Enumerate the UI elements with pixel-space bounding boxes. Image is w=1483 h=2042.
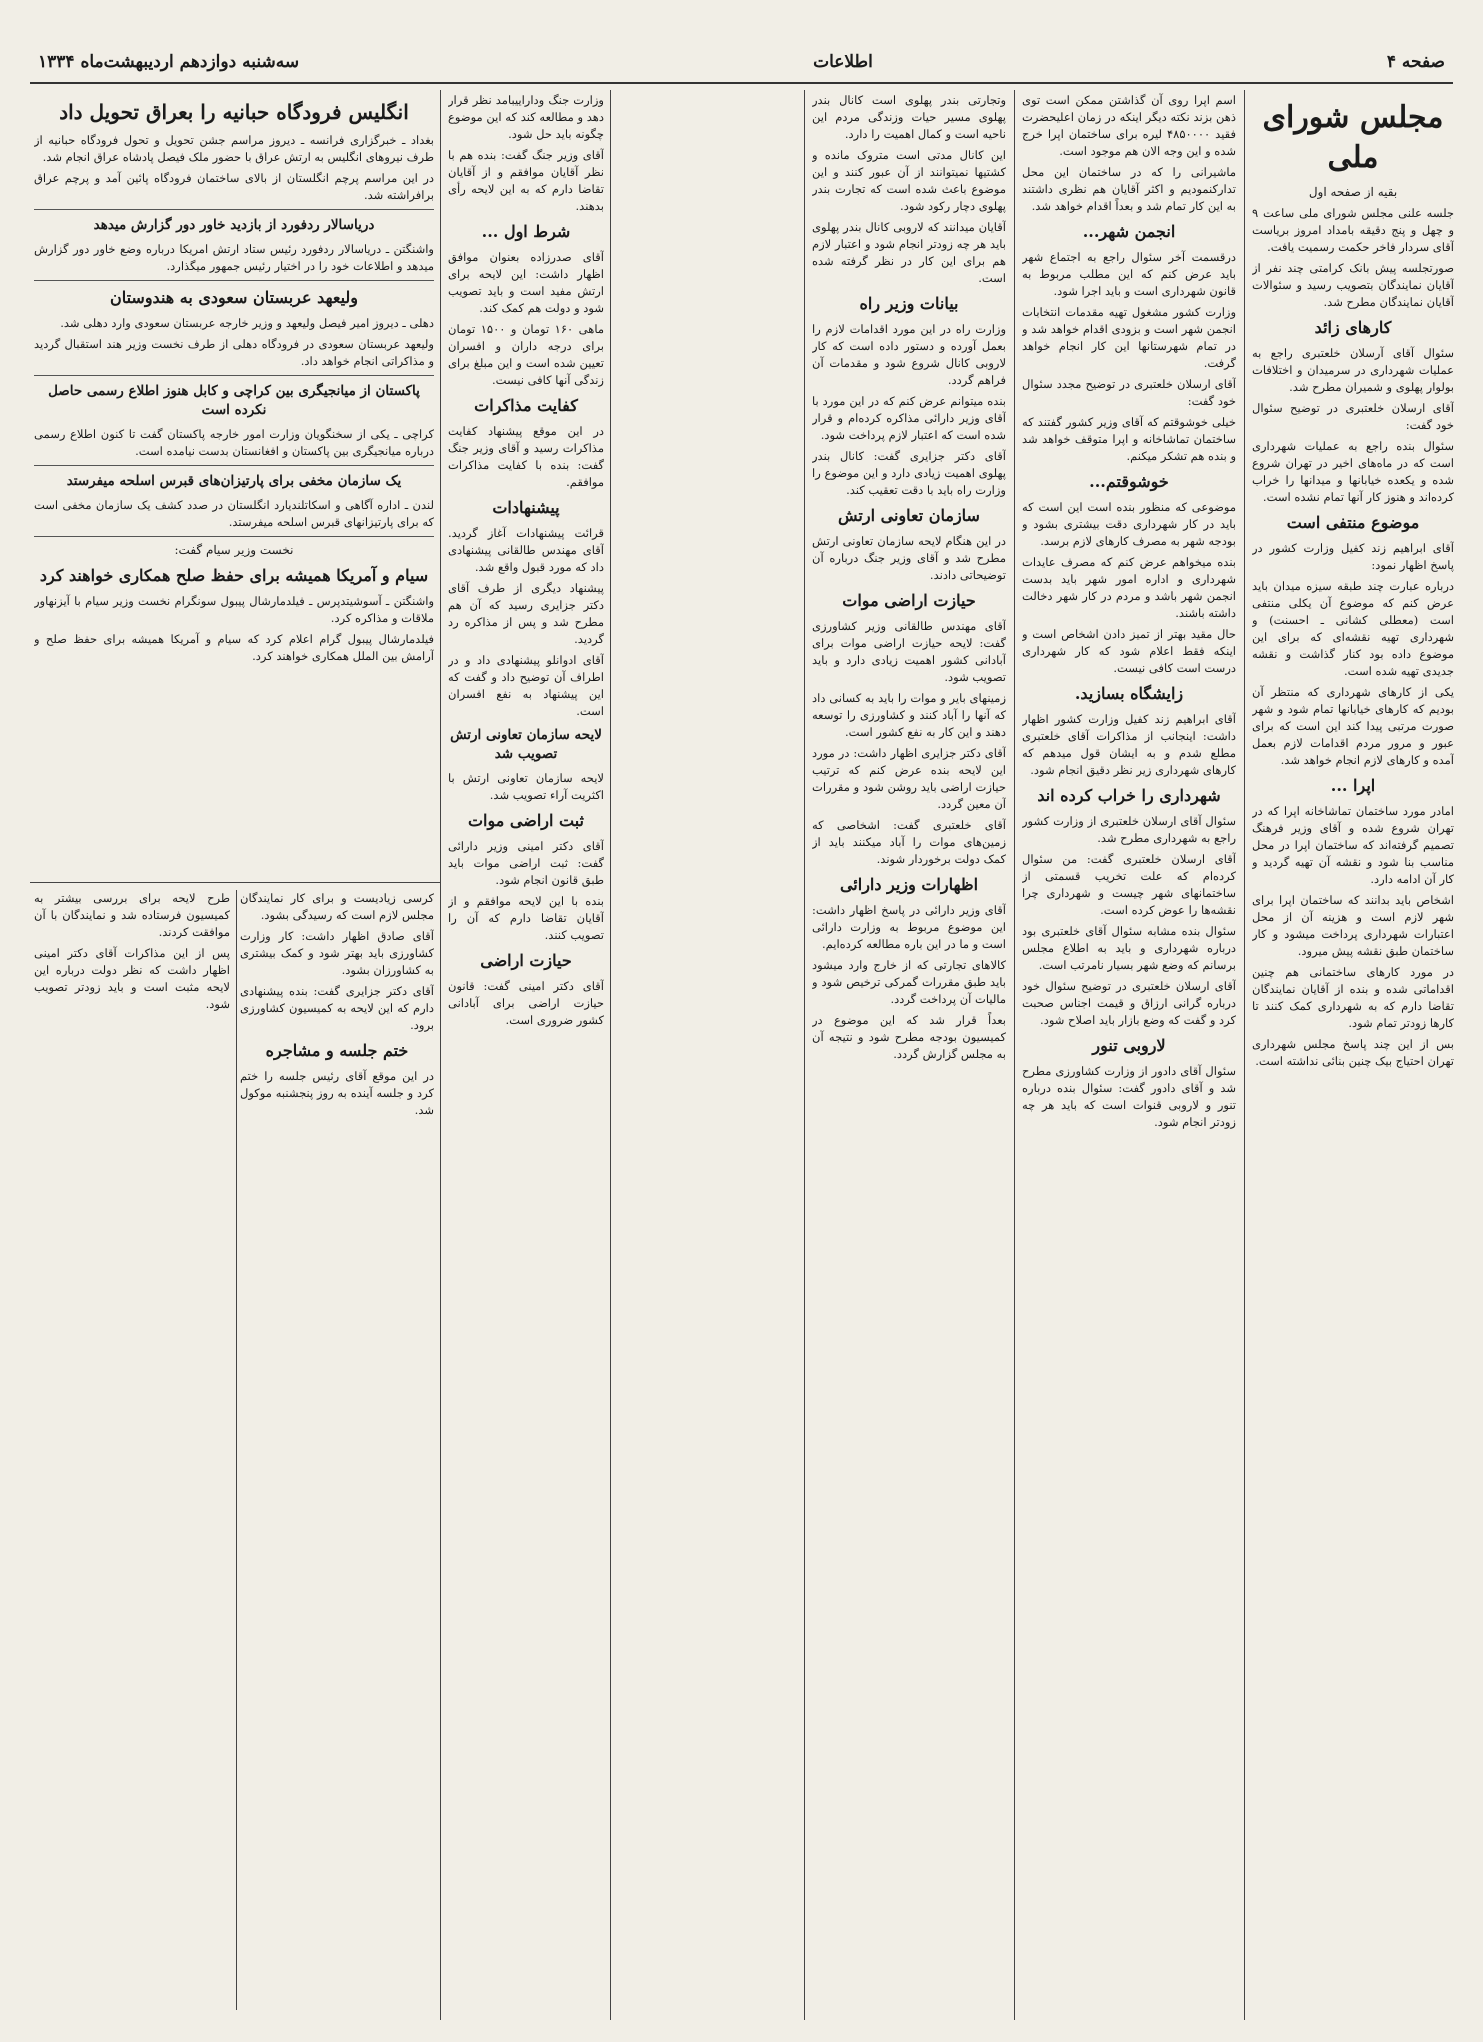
headline-majlis: مجلس شورای ملی bbox=[1262, 100, 1444, 175]
paragraph: امادر مورد ساختمان تماشاخانه اپرا که در تهران شروع شده و آقای وزیر فرهنگ تصمیم گرفته‌اند که ساختمان اپرا در محل مناسب بنا شود و نقشه آن تهیه گردید و کار آن ادامه دارد. bbox=[1252, 804, 1454, 886]
column-foreign-news bbox=[34, 92, 434, 876]
paragraph: بنده با این لایحه موافقم و از آقایان تقاضا دارم که آن را تصویب کنند. bbox=[448, 894, 604, 942]
paragraph: سئوال آقای آرسلان خلعتبری راجع به عملیات شهرداری در سرمیدان و اختلافات بولوار پهلوی و شمیران مطرح شد. bbox=[1252, 346, 1454, 394]
paragraph: طرح لایحه برای بررسی بیشتر به کمیسیون فرستاده شد و نمایندگان با آن موافقت کردند. bbox=[34, 891, 230, 939]
paragraph: سئوال آقای دادور از وزارت کشاورزی مطرح شد و آقای دادور گفت: سئوال بنده درباره تنور و لاروبی قنوات است که باید هر چه زودتر انجام شود. bbox=[1022, 1064, 1236, 1129]
paragraph: آقای دکتر جزایری اظهار داشت: در مورد این لایحه بنده عرض کنم که ترتیب حیازت اراضی باید روشن شود و مقررات آن معین گردد. bbox=[812, 746, 1006, 811]
paragraph: سئوال بنده راجع به عملیات شهرداری است که در ماه‌های اخیر در تهران شروع شده و یکعده خیابانها و میدانها را خراب کرده‌اند و هنوز کار آنها تمام نشده است. bbox=[1252, 439, 1454, 504]
column-bottom-left-a bbox=[240, 890, 434, 2010]
subhead-hiazat-2: حیازت اراضی bbox=[480, 951, 572, 970]
paragraph: صورتجلسه پیش بانک کرامتی چند نفر از آقایان نمایندگان بتصویب رسید و سئوالات آقایان نمایندگان مطرح شد. bbox=[1252, 261, 1454, 309]
subhead-mowzu: موضوع منتفی است bbox=[1286, 513, 1420, 532]
paragraph: آقای ابراهیم زند کفیل وزارت کشور اظهار داشت: اینجانب از مذاکرات آقای خلعتبری مطلع شدم و به ایشان قول میدهم که کارهای شهرداری زیر نظر دقیق انجام شود. bbox=[1022, 712, 1236, 777]
paragraph: آقای ارسلان خلعتبری در توضیح سئوال خود درباره گرانی ارزاق و قیمت اجناس صحبت کرد و گفت که وضع بازار باید اصلاح شود. bbox=[1022, 979, 1236, 1027]
paragraph: خیلی خوشوقتم که آقای وزیر کشور گفتند که ساختمان تماشاخانه و اپرا متوقف خواهد شد و بنده هم تشکر میکنم. bbox=[1022, 415, 1236, 463]
paragraph: درقسمت آخر سئوال راجع به اجتماع شهر باید عرض کنم که این مطلب مربوط به قانون شهرداری است و باید اجرا شود. bbox=[1022, 250, 1236, 298]
column-2 bbox=[1022, 92, 1236, 2012]
paragraph: آقای ارسلان خلعتبری در توضیح مجدد سئوال خود گفت: bbox=[1022, 377, 1236, 408]
paragraph: ماشیرانی را که در ساختمان این محل تدارکنمودیم و اکثر آقایان هم نظری داشتند به این کار تمام شد و بعداً اقدام خواهد شد. bbox=[1022, 165, 1236, 213]
paragraph: آقای وزیر دارائی در پاسخ اظهار داشت: این موضوع مربوط به وزارت دارائی است و ما در این باره مطالعه کرده‌ایم. bbox=[812, 903, 1006, 951]
headline-ingilis: انگلیس فرودگاه حبانیه را بعراق تحویل داد bbox=[59, 100, 409, 124]
paragraph: واشنگتن ـ دریاسالار ردفورد رئیس ستاد ارتش امریکا درباره وضع خاور دور گزارش میدهد و اطلاعات خود را در اختیار رئیس جمهور میگذارد. bbox=[34, 242, 434, 273]
paragraph: بنده میخواهم عرض کنم که مصرف عایدات شهرداری و اداره امور شهر باید بدست انجمن شهر باشد و مردم در کار شهر دخالت داشته باشند. bbox=[1022, 555, 1236, 620]
separator bbox=[34, 465, 434, 466]
paragraph: آقایان میدانند که لاروبی کانال بندر پهلوی باید هر چه زودتر انجام شود و اعتبار لازم هم برای این کار در نظر گرفته شده است. bbox=[812, 220, 1006, 285]
paragraph: قرائت پیشنهادات آغاز گردید. آقای مهندس طالقانی پیشنهادی داد که مورد قبول واقع شد. bbox=[448, 526, 604, 574]
subhead-pishnahadat: پیشنهادات bbox=[492, 498, 560, 517]
paragraph: آقای دکتر جزایری گفت: کانال بندر پهلوی اهمیت زیادی دارد و این موضوع را وزارت راه باید با دقت تعقیب کند. bbox=[812, 449, 1006, 497]
subhead-khoshvaqtam: خوشوقتم... bbox=[1089, 472, 1169, 491]
column-bottom-left-b bbox=[34, 890, 230, 2010]
headline-daryasalar: دریاسالار ردفورد از بازدید خاور دور گزارش میدهد bbox=[93, 217, 375, 233]
subhead-khatm: ختم جلسه و مشاجره bbox=[265, 1041, 409, 1060]
paragraph: ماهی ۱۶۰ تومان و ۱۵۰۰ تومان برای درجه داران و افسران تعیین شده است و این مبلغ برای زندگی آنها کافی نیست. bbox=[448, 322, 604, 387]
paragraph: بغداد ـ خبرگزاری فرانسه ـ دیروز مراسم جشن تحویل و تحول فرودگاه حبانیه از طرف نیروهای انگلیس به ارتش عراق با حضور ملک فیصل پادشاه عراق انجام شد. bbox=[34, 133, 434, 164]
paragraph: زمینهای بایر و موات را باید به کسانی داد که آنها را آباد کنند و کشاورزی را توسعه دهند و این کار به نفع کشور است. bbox=[812, 691, 1006, 739]
paragraph: وزارت کشور مشغول تهیه مقدمات انتخابات انجمن شهر است و بزودی اقدام خواهد شد و در تمام شهرستانها این کار انجام خواهد گرفت. bbox=[1022, 305, 1236, 370]
subhead-zayeshgah: زایشگاه بسازید. bbox=[1074, 684, 1184, 703]
headline-sazman-makhfi: یک سازمان مخفی برای پارتیزان‌های قبرس اسلحه میفرستد bbox=[66, 473, 402, 489]
paragraph: حال مقید بهتر از تمیز دادن اشخاص است و اینکه فقط اعلام شود که کار شهرداری درست است کافی نیست. bbox=[1022, 627, 1236, 675]
column-rule bbox=[804, 90, 805, 2020]
headline-pakistan: پاکستان از میانجیگری بین کراچی و کابل هنوز اطلاع رسمی حاصل نکرده است bbox=[48, 383, 420, 418]
separator bbox=[34, 280, 434, 281]
subhead-bayanat: بیانات وزیر راه bbox=[859, 294, 959, 313]
paragraph: آقای دکتر جزایری گفت: بنده پیشنهادی دارم که این لایحه به کمیسیون کشاورزی برود. bbox=[240, 984, 434, 1032]
paragraph: بعداً قرار شد که این موضوع در کمیسیون بودجه مطرح شود و نتیجه آن به مجلس گزارش گردد. bbox=[812, 1013, 1006, 1061]
paragraph: در این هنگام لایحه سازمان تعاونی ارتش مطرح شد و آقای وزیر جنگ درباره آن توضیحاتی دادند. bbox=[812, 534, 1006, 582]
paragraph: آقای دکتر امینی وزیر دارائی گفت: ثبت اراضی موات باید طبق قانون انجام شود. bbox=[448, 839, 604, 887]
paragraph: اسم اپرا روی آن گذاشتن ممکن است توی ذهن بزند نکته دیگر اینکه در زمان اعلیحضرت فقید ۴۸۵۰۰۰۰ لیره برای ساختمان اپرا خرج شده و این وجه الان هم موجود است. bbox=[1022, 93, 1236, 158]
paragraph: در این مراسم پرچم انگلستان از بالای ساختمان فرودگاه پائین آمد و پرچم عراق برافراشته شد. bbox=[34, 171, 434, 202]
paragraph: پیشنهاد دیگری از طرف آقای دکتر جزایری رسید که آن هم مطرح شد و پس از مذاکره رد گردید. bbox=[448, 581, 604, 646]
paragraph: سئوال بنده مشابه سئوال آقای خلعتبری بود درباره شهرداری و باید به اطلاع مجلس برسانم که وضع شهر بسیار نامرتب است. bbox=[1022, 924, 1236, 972]
paragraph: موضوعی که منظور بنده است این است که باید در کار شهرداری دقت بیشتری بشود و بودجه شهر به مصرف کارهای لازم برسد. bbox=[1022, 500, 1236, 548]
paragraph: یکی از کارهای شهرداری که منتظر آن بودیم که کارهای خیابانها تمام شود و شهر صورت مرتبی پیدا کند این است که برای عبور و مرور مردم اقدامات لازم بعمل آمده و کارهای لازم انجام خواهد شد. bbox=[1252, 685, 1454, 767]
paragraph: در این موقع آقای رئیس جلسه را ختم کرد و جلسه آینده به روز پنجشنبه موکول شد. bbox=[240, 1069, 434, 1117]
column-rule bbox=[1014, 90, 1015, 2020]
paragraph: ولیعهد عربستان سعودی در فرودگاه دهلی از طرف نخست وزیر هند استقبال گردید و مذاکراتی انجام خواهد داد. bbox=[34, 337, 434, 368]
paragraph: آقای ارسلان خلعتبری در توضیح سئوال خود گفت: bbox=[1252, 401, 1454, 432]
headline-sulh: سیام و آمریکا همیشه برای حفظ صلح همکاری خواهند کرد bbox=[39, 566, 429, 585]
paragraph: اشخاص باید بدانند که ساختمان اپرا برای شهر لازم است و هزینه آن از محل اعتبارات شهرداری پرداخت میشود و کار ساختمان طبق نقشه پیش میرود. bbox=[1252, 893, 1454, 958]
paragraph: آقای خلعتبری گفت: اشخاصی که زمین‌های موات را آباد میکنند باید از کمک دولت برخوردار شوند. bbox=[812, 818, 1006, 866]
paragraph: آقای صدرزاده بعنوان موافق اظهار داشت: این لایحه برای ارتش مفید است و باید تصویب شود و دولت هم کمک کند. bbox=[448, 250, 604, 315]
paragraph: کراچی ـ یکی از سخنگویان وزارت امور خارجه پاکستان گفت تا کنون اطلاع رسمی درباره میانجیگری بین پاکستان و افغانستان بدست نیامده است. bbox=[34, 427, 434, 458]
paragraph: آقای دکتر امینی گفت: قانون حیازت اراضی برای آبادانی کشور ضروری است. bbox=[448, 979, 604, 1027]
paragraph: جلسه علنی مجلس شورای ملی ساعت ۹ و چهل و پنج دقیقه بامداد امروز بریاست آقای سردار فاخر حکمت رسمیت یافت. bbox=[1252, 206, 1454, 254]
subhead-sabt: ثبت اراضی موات bbox=[467, 811, 584, 830]
subhead-kar-zaed: کارهای زائد bbox=[1314, 318, 1392, 337]
column-rule bbox=[1244, 90, 1245, 2020]
paragraph: در مورد کارهای ساختمانی هم چنین اقداماتی شده و بنده از آقایان نمایندگان تقاضا دارم که به شهرداری کمک کنند تا کارها زودتر تمام شود. bbox=[1252, 965, 1454, 1030]
subhead-larobi: لاروبی تنور bbox=[1092, 1036, 1166, 1055]
paragraph: درباره عبارت چند طبقه سیزه میدان باید عرض کنم که موضوع آن یکلی منتفی است (معطلی کشانی ـ احسنت) و شهرداری تهیه نقشه‌ای که برای این موضوع داده بود کنار گذاشت و نقشه جدیدی تهیه شده است. bbox=[1252, 579, 1454, 678]
paragraph: وزارت راه در این مورد اقدامات لازم را بعمل آورده و دستور داده است که کار لاروبی کانال شروع شود و مقدمات آن فراهم گردد. bbox=[812, 322, 1006, 387]
paragraph: سئوال آقای ارسلان خلعتبری از وزارت کشور راجع به شهرداری مطرح شد. bbox=[1022, 814, 1236, 845]
paragraph: پس از این مذاکرات آقای دکتر امینی اظهار داشت که نظر دولت درباره این لایحه مثبت است و باید زودتر تصویب شود. bbox=[34, 946, 230, 1011]
paragraph: آقای ارسلان خلعتبری گفت: من سئوال کرده‌ام که علت تخریب قسمتی از ساختمانهای شهر چیست و شهرداری چرا نقشه‌ها را عوض کرده است. bbox=[1022, 852, 1236, 917]
paragraph: وتجارتی بندر پهلوی است کانال بندر پهلوی مسیر حیات وزندگی مردم این ناحیه است و کمال اهمیت را دارد. bbox=[812, 93, 1006, 141]
subhead-nakhost-vazir: نخست وزیر سیام گفت: bbox=[174, 543, 294, 557]
paragraph: کالاهای تجارتی که از خارج وارد میشود باید طبق مقررات گمرکی ترخیص شود و مالیات آن پرداخت گردد. bbox=[812, 958, 1006, 1006]
paragraph: آقای ادوانلو پیشنهادی داد و در اطراف آن توضیح داد و گفت که این پیشنهاد به نفع افسران است. bbox=[448, 653, 604, 718]
subhead-anjoman: انجمن شهر... bbox=[1082, 222, 1176, 241]
subtitle-continued: بقیه از صفحه اول bbox=[1308, 185, 1398, 199]
subhead-ezharat: اظهارات وزیر دارائی bbox=[839, 875, 979, 894]
subhead-kefayat: کفایت مذاکرات bbox=[474, 396, 578, 415]
paragraph: آقای وزیر جنگ گفت: بنده هم با نظر آقایان موافقم و از آقایان تقاضا دارم که به این لایحه رأی بدهند. bbox=[448, 148, 604, 213]
paragraph: کرسی زیادیست و برای کار نمایندگان مجلس لازم است که رسیدگی بشود. bbox=[240, 891, 434, 922]
column-majlis bbox=[1252, 92, 1454, 2012]
column-rule bbox=[440, 90, 441, 2020]
subhead-sharh: شرط اول ... bbox=[481, 222, 571, 241]
paragraph: آقای صادق اظهار داشت: کار وزارت کشاورزی باید بهتر شود و کمک بیشتری به کشاورزان بشود. bbox=[240, 929, 434, 977]
paragraph: وزارت جنگ وداراییبامد نظر قرار دهد و مطالعه کند که این موضوع چگونه باید حل شود. bbox=[448, 93, 604, 141]
paragraph: بنده میتوانم عرض کنم که در این مورد با آقای وزیر دارائی مذاکره کرده‌ام و قرار شده است که اعتبار لازم پرداخت شود. bbox=[812, 394, 1006, 442]
subhead-tasvib: لایحه سازمان تعاونی ارتش تصویب شد bbox=[450, 727, 602, 762]
paragraph: این کانال مدتی است متروک مانده و کشتیها نمیتوانند از آن عبور کنند و این موضوع باعث شده است که تجارت بندر پهلوی دچار رکود شود. bbox=[812, 148, 1006, 213]
subhead-sazman-taavoni: سازمان تعاونی ارتش bbox=[838, 506, 980, 525]
subhead-opera: اپرا ... bbox=[1330, 776, 1376, 795]
paragraph: لایحه سازمان تعاونی ارتش با اکثریت آراء تصویب شد. bbox=[448, 771, 604, 802]
masthead bbox=[30, 42, 1453, 84]
paragraph: فیلدمارشال پیبول گرام اعلام کرد که سیام و آمریکا همیشه برای حفظ صلح و آرامش بین الملل همکاری خواهند کرد. bbox=[34, 632, 434, 663]
column-3 bbox=[812, 92, 1006, 2012]
column-rule bbox=[610, 90, 611, 2020]
subhead-hiazat: حیازت اراضی موات bbox=[842, 591, 976, 610]
paragraph: آقای مهندس طالقانی وزیر کشاورزی گفت: لایحه حیازت اراضی موات برای آبادانی کشور اهمیت زیادی دارد و باید تصویب شود. bbox=[812, 619, 1006, 684]
separator bbox=[34, 209, 434, 210]
paragraph: واشنگتن ـ آسوشیتدپرس ـ فیلدمارشال پیبول سونگرام نخست وزیر سیام با آیزنهاور ملاقات و مذاکره کرد. bbox=[34, 594, 434, 625]
separator bbox=[34, 536, 434, 537]
subhead-kharab: شهرداری را خراب کرده اند bbox=[1037, 786, 1221, 805]
headline-valiahd: ولیعهد عربستان سعودی به هندوستان bbox=[109, 288, 359, 307]
paragraph: لندن ـ اداره آگاهی و اسکاتلندیارد انگلستان در صدد کشف یک سازمان مخفی است که برای پارتیزانهای قبرس اسلحه میفرستد. bbox=[34, 498, 434, 529]
paragraph: دهلی ـ دیروز امیر فیصل ولیعهد و وزیر خارجه عربستان سعودی وارد دهلی شد. bbox=[60, 316, 434, 330]
column-4 bbox=[448, 92, 604, 2012]
column-rule bbox=[236, 890, 237, 2010]
column-rule bbox=[30, 882, 440, 883]
paragraph: آقای ابراهیم زند کفیل وزارت کشور در پاسخ اظهار نمود: bbox=[1252, 541, 1454, 572]
paragraph: در این موقع پیشنهاد کفایت مذاکرات رسید و آقای وزیر جنگ گفت: بنده با کفایت مذاکرات موافقم. bbox=[448, 424, 604, 489]
paragraph: بس از این چند پاسخ مجلس شهرداری تهران احتیاج بیک چنین بنائی نداشته است. bbox=[1252, 1037, 1454, 1068]
separator bbox=[34, 375, 434, 376]
issue-date: سه‌شنبه دوازدهم اردیبهشت‌ماه ۱۳۳۴ bbox=[38, 52, 300, 72]
paper-name: اطلاعات bbox=[813, 52, 873, 72]
page-number: صفحه ۴ bbox=[1386, 52, 1445, 72]
